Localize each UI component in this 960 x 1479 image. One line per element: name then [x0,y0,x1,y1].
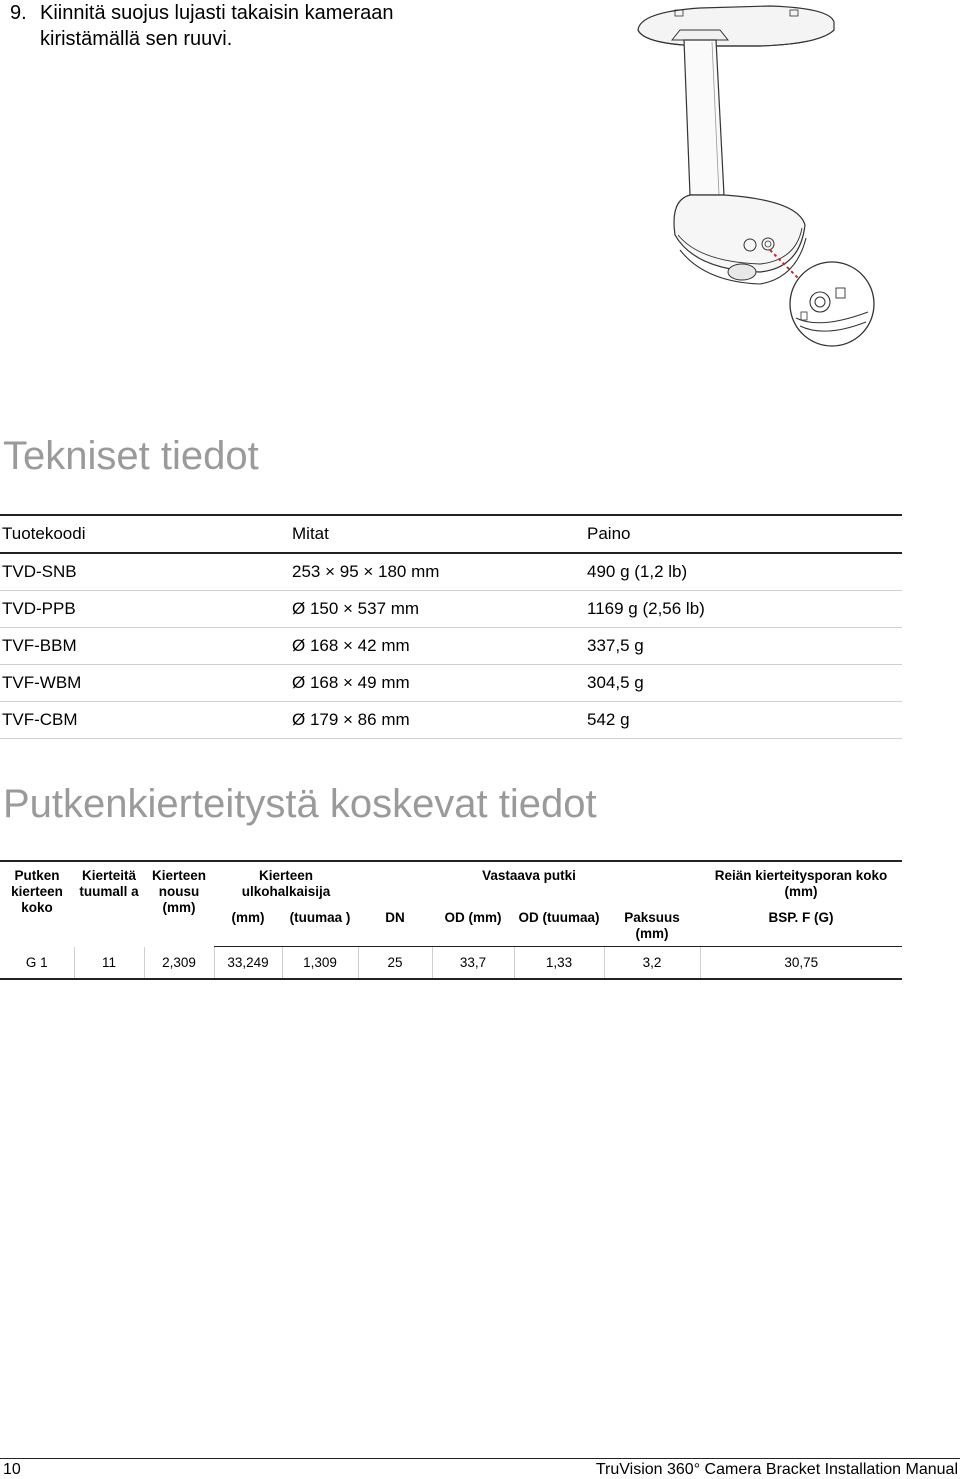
header-tap-drill: Reiän kierteitysporan koko (mm) [700,861,902,904]
weight: 1169 g (2,56 lb) [587,599,705,618]
page-footer [0,1458,960,1479]
table-row [0,702,902,739]
weight: 337,5 g [587,636,644,655]
product-code: TVD-PPB [2,599,76,618]
cell-od-in: 1,309 [282,947,358,980]
step-9 [10,0,450,52]
bracket-illustration [620,0,920,350]
section-title-specs: Tekniset tiedot [3,434,259,478]
header-od-in: (tuumaa ) [282,904,358,947]
header-equivalent-pipe: Vastaava putki [358,861,700,904]
cell-pipe-od-mm: 33,7 [432,947,514,980]
weight: 304,5 g [587,673,644,692]
header-weight: Paino [587,524,631,543]
header-outer-diameter: Kierteen ulkohalkaisija [214,861,358,904]
table-row [0,665,902,702]
header-thread-pitch: Kierteen nousu (mm) [144,861,214,947]
dimensions: 253 × 95 × 180 mm [292,562,440,581]
table-row [0,554,902,591]
cell-size: G 1 [0,947,74,980]
header-dn: DN [358,904,432,947]
cell-thickness: 3,2 [604,947,700,980]
header-thread-size: Putken kierteen koko [0,861,74,947]
step-text: Kiinnitä suojus lujasti takaisin kameraan kiristämällä sen ruuvi. [40,2,394,50]
cell-pipe-od-in: 1,33 [514,947,604,980]
spec-header-row [0,516,902,554]
cell-bsp: 30,75 [700,947,902,980]
table-row [0,628,902,665]
table-row [0,591,902,628]
spec-table [0,514,902,739]
table-row [0,947,902,980]
header-pipe-od-in: OD (tuumaa) [514,904,604,947]
section-title-threading: Putkenkierteitystä koskevat tiedot [3,782,597,826]
header-pipe-od-mm: OD (mm) [432,904,514,947]
weight: 542 g [587,710,630,729]
step-number: 9. [10,2,27,24]
thread-table [0,860,902,980]
manual-title: TruVision 360° Camera Bracket Installation Manual [595,1461,958,1478]
cell-od-mm: 33,249 [214,947,282,980]
cell-tpi: 11 [74,947,144,980]
product-code: TVF-WBM [2,673,82,692]
header-product-code: Tuotekoodi [2,524,86,543]
dimensions: Ø 179 × 86 mm [292,710,410,729]
product-code: TVF-CBM [2,710,78,729]
cell-dn: 25 [358,947,432,980]
weight: 490 g (1,2 lb) [587,562,688,581]
dimensions: Ø 168 × 42 mm [292,636,410,655]
product-code: TVF-BBM [2,636,77,655]
cell-pitch: 2,309 [144,947,214,980]
page-number: 10 [3,1461,21,1478]
product-code: TVD-SNB [2,562,77,581]
header-thickness: Paksuus (mm) [604,904,700,947]
dimensions: Ø 168 × 49 mm [292,673,410,692]
header-threads-per-inch: Kierteitä tuumall a [74,861,144,947]
header-od-mm: (mm) [214,904,282,947]
header-bsp: BSP. F (G) [700,904,902,947]
dimensions: Ø 150 × 537 mm [292,599,420,618]
header-dimensions: Mitat [292,524,329,543]
